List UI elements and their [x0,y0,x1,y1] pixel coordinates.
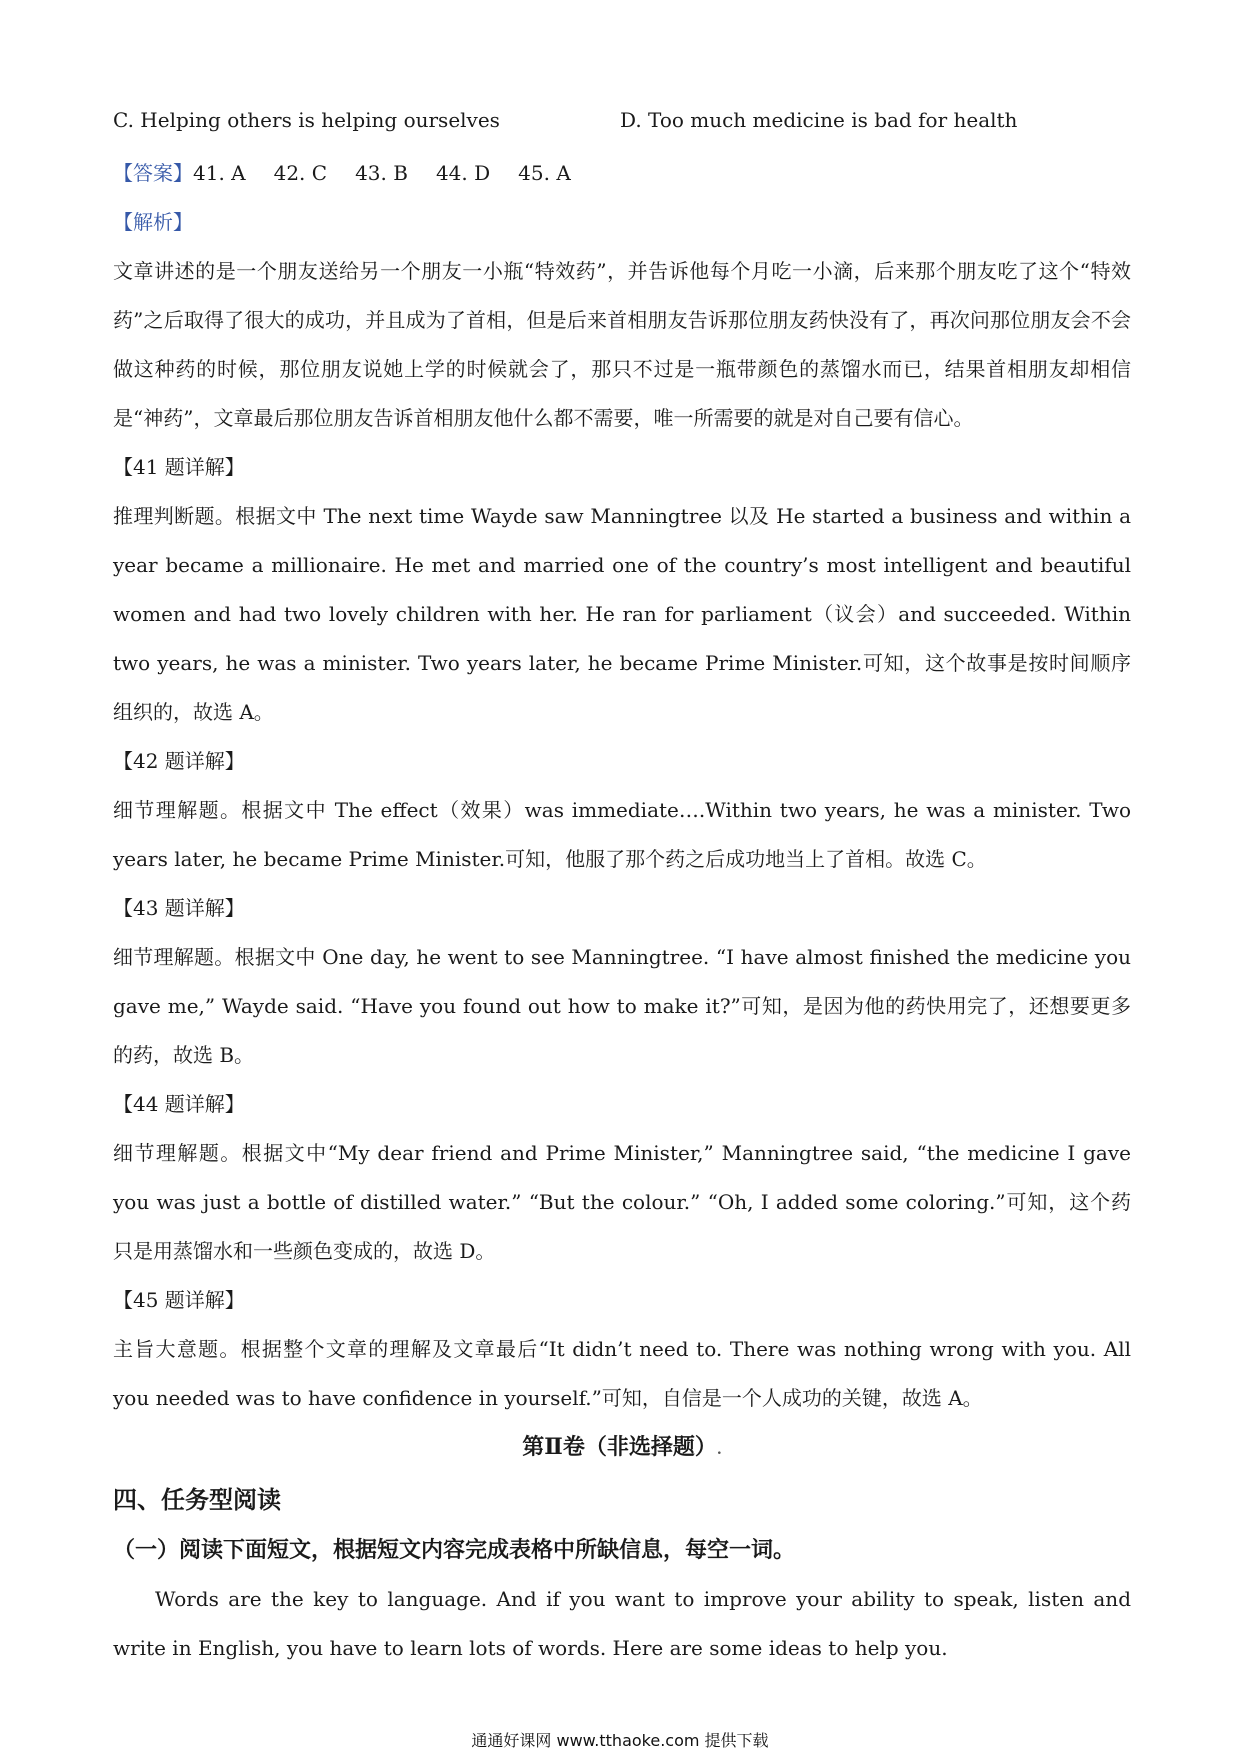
page-footer: 通通好课网 www.tthaoke.com 提供下载 [471,1731,769,1750]
analysis-text: 文章讲述的是一个朋友送给另一个朋友一小瓶“特效药”，并告诉他每个月吃一小滴，后来那个朋友吃了这个“特效药”之后取得了很大的成功，并且成为了首相，但是后来首相朋友告诉那位朋友药快没有了，再次问那位朋友会不会做这种药的时候，那位朋友说她上学的时候就会了，那只不过是一瓶带颜色的蒸馏水而已，结果首相朋友却相信是“神药”，文章最后那位朋友告诉首相朋友他什么都不需要，唯一所需要的就是对自己要有信心。 [113,259,1131,430]
subsection-title: （一）阅读下面短文，根据短文内容完成表格中所缺信息，每空一词。 [113,1537,796,1563]
option-c: C. Helping others is helping ourselves [113,108,500,132]
volume-title [113,1423,1131,1475]
detail-text: 细节理解题。根据文中 One day, he went to see Manningtree. “I have almost finished the medicine you gave me,” Wayde said. “Have you found out how to make it?”可知，是因为他的药快用完了，还想要更多的药，故选 B。 [113,945,1131,1067]
answer-options-row [113,100,1131,140]
answer-item: 43. B [355,161,408,185]
answer-item: 41. A [193,161,246,185]
volume-title-text: 第Ⅱ卷（非选择题） [522,1434,717,1460]
detail-text: 细节理解题。根据文中“My dear friend and Prime Minister,” Manningtree said, “the medicine I gave you was just a bottle of distilled water.” “But the colour.” “Oh, I added some coloring.”可知，这个药只是用蒸馏水和一些颜色变成的，故选 D。 [113,1141,1131,1263]
section-title: 四、任务型阅读 [113,1485,281,1514]
detail-heading: 【44 题详解】 [113,1092,245,1116]
detail-text: 主旨大意题。根据整个文章的理解及文章最后“It didn’t need to. There was nothing wrong with you. All you needed was to have confidence in yourself.”可知，自信是一个人成功的关键，故选 A。 [113,1337,1131,1410]
detail-heading: 【42 题详解】 [113,749,245,773]
detail-text: 推理判断题。根据文中 The next time Wayde saw Manningtree 以及 He started a business and within a year became a millionaire. He met and married one of the country’s most intelligent and beautiful women and had two lovely children with her. He ran for parliament（议会）and succeeded. Within two years, he was a minister. Two years later, he became Prime Minister.可知，这个故事是按时间顺序组织的，故选 A。 [113,504,1131,724]
detail-text: 细节理解题。根据文中 The effect（效果）was immediate….Within two years, he was a minister. Two years later, he became Prime Minister.可知，他服了那个药之后成功地当上了首相。故选 C。 [113,798,1131,871]
detail-heading: 【41 题详解】 [113,455,245,479]
answer-item: 44. D [435,161,491,185]
answer-label: 【答案】 [113,161,193,185]
option-d: D. Too much medicine is bad for health [620,108,1018,132]
detail-heading: 【43 题详解】 [113,896,245,920]
answer-item: 42. C [273,161,328,185]
document-page [113,100,1131,1673]
volume-dot: . [716,1442,722,1458]
analysis-label: 【解析】 [113,210,193,234]
answer-item: 45. A [518,161,571,185]
reading-passage: Words are the key to language. And if you want to improve your ability to speak, listen and write in English, you have to learn lots of words. Here are some ideas to help you. [113,1587,1131,1660]
detail-heading: 【45 题详解】 [113,1288,245,1312]
answer-key [113,149,1131,198]
